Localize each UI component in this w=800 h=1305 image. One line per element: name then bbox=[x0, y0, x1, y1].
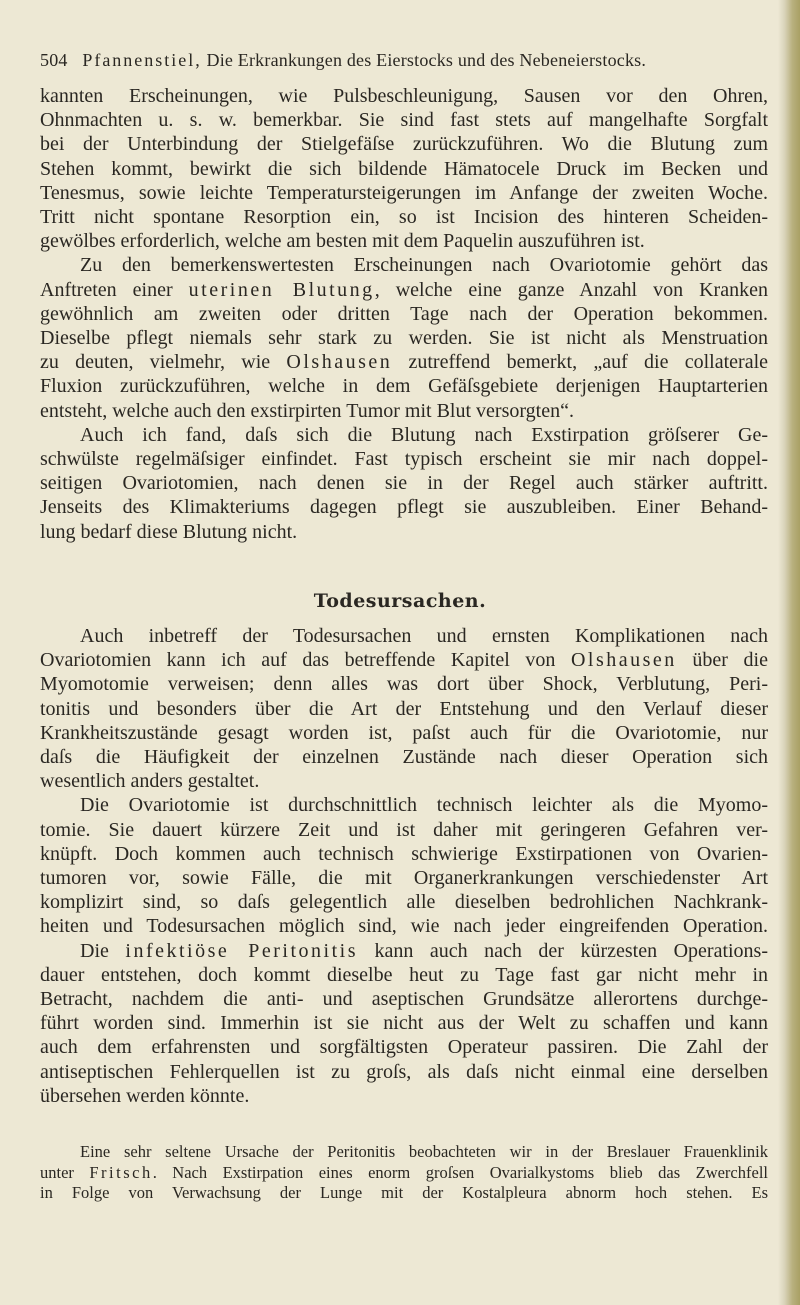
text-line: zu deuten, vielmehr, wie Olshausen zutreffend bemerkt, „auf die collaterale bbox=[40, 351, 768, 374]
header-author: Pfannenstiel, bbox=[82, 50, 202, 70]
footnote-line: Eine sehr seltene Ursache der Peritonitis beobachteten wir in der Breslauer Frauenklinik bbox=[80, 1142, 768, 1161]
text-line: Jenseits des Klimakteriums dagegen pflegt sie auszubleiben. Einer Behand- bbox=[40, 496, 768, 519]
page-edge bbox=[778, 0, 800, 1305]
text-line: tonitis und besonders über die Art der Entstehung und den Verlauf dieser bbox=[40, 697, 768, 720]
section-heading: Todesursachen. bbox=[313, 590, 487, 612]
author-name-olshausen: Olshausen bbox=[570, 649, 677, 672]
text-line: Tenesmus, sowie leichte Temperatursteigerungen im Anfange der zweiten Woche. bbox=[40, 181, 768, 204]
text-line: gewöhnlich am zweiten oder dritten Tage nach der Operation bekommen. bbox=[40, 302, 768, 325]
text-line: daſs die Häufigkeit der einzelnen Zustände nach dieser Operation sich bbox=[40, 746, 768, 769]
text-line: gewölbes erforderlich, welche am besten mit dem Paquelin auszuführen ist. bbox=[40, 230, 645, 253]
footnote-line: in Folge von Verwachsung der Lunge mit der Kostalpleura abnorm hoch stehen. Es bbox=[40, 1183, 768, 1202]
text-line: auch dem erfahrensten und sorgfältigsten Operateur passiren. Die Zahl der bbox=[40, 1036, 768, 1059]
emphasis-infektioese-peritonitis: infektiöse Peritonitis bbox=[125, 939, 358, 962]
text-line: Die infektiöse Peritonitis kann auch nach der kürzesten Operations- bbox=[80, 939, 769, 962]
paragraph-2 bbox=[40, 253, 768, 422]
text-line: Dieselbe pflegt niemals sehr stark zu werden. Sie ist nicht als Menstruation bbox=[40, 327, 768, 350]
page-number: 504 bbox=[40, 50, 68, 70]
emphasis-uterine-blutung: uterinen Blutung bbox=[188, 278, 375, 301]
text-line: Auch inbetreff der Todesursachen und ernsten Komplikationen nach bbox=[80, 625, 768, 647]
text-line: entsteht, welche auch den exstirpirten Tumor mit Blut versorgten“. bbox=[40, 399, 574, 422]
text-line: Ovariotomien kann ich auf das betreffende Kapitel von Olshausen über die bbox=[40, 649, 768, 672]
text-line: komplizirt sind, so daſs gelegentlich alle dieselben bedrohlichen Nachkrank- bbox=[40, 891, 768, 914]
text-line: lung bedarf diese Blutung nicht. bbox=[40, 520, 298, 543]
header-title: Die Erkrankungen des Eierstocks und des Nebeneierstocks. bbox=[206, 50, 647, 70]
text-line: knüpft. Doch kommen auch technisch schwierige Exstirpationen von Ovarien- bbox=[40, 842, 768, 865]
footnote-line: unter Fritsch. Nach Exstirpation eines enorm groſsen Ovarialkystoms blieb das Zwerchfell bbox=[40, 1162, 768, 1182]
running-header bbox=[40, 50, 768, 71]
footnote bbox=[40, 1142, 768, 1204]
text-line: tumoren vor, sowie Fälle, die mit Organerkrankungen verschiedenster Art bbox=[40, 867, 768, 890]
paragraph-6 bbox=[40, 939, 768, 1108]
text-line: Betracht, nachdem die anti- und aseptischen Grundsätze allerortens durchge- bbox=[40, 988, 768, 1011]
text-line: Tritt nicht spontane Resorption ein, so ist Incision des hinteren Scheiden- bbox=[40, 206, 768, 229]
text-line: Anftreten einer uterinen Blutung, welche eine ganze Anzahl von Kranken bbox=[40, 278, 768, 301]
text-line: seitigen Ovariotomien, nach denen sie in der Regel auch stärker auftritt. bbox=[40, 472, 768, 495]
text-line: wesentlich anders gestaltet. bbox=[40, 770, 260, 793]
text-line: übersehen werden könnte. bbox=[40, 1084, 250, 1107]
text-line: heiten und Todesursachen möglich sind, wie nach jeder eingreifenden Operation. bbox=[40, 915, 768, 938]
main-text-lower bbox=[40, 624, 768, 1108]
text-line: Myomotomie verweisen; denn alles was dort über Shock, Verblutung, Peri- bbox=[40, 673, 768, 696]
text-line: schwülste regelmäſsiger einfindet. Fast typisch erscheint sie mir nach doppel- bbox=[40, 448, 768, 471]
text-line: Ohnmachten u. s. w. bemerkbar. Sie sind fast stets auf mangelhafte Sorgfalt bbox=[40, 109, 768, 132]
text-line: Zu den bemerkenswertesten Erscheinungen nach Ovariotomie gehört das bbox=[80, 254, 768, 277]
author-name-olshausen: Olshausen bbox=[286, 351, 393, 374]
text-line: Krankheitszustände gesagt worden ist, paſst auch für die Ovariotomie, nur bbox=[40, 721, 768, 744]
text-line: Die Ovariotomie ist durchschnittlich technisch leichter als die Myomo- bbox=[80, 794, 768, 817]
main-text-upper bbox=[40, 84, 768, 544]
text-line: antiseptischen Fehlerquellen ist zu groſs, als daſs nicht einmal eine derselben bbox=[40, 1060, 768, 1083]
author-name-fritsch: Fritsch bbox=[89, 1162, 153, 1182]
text-line: Auch ich fand, daſs sich die Blutung nach Exstirpation gröſserer Ge- bbox=[80, 423, 768, 446]
text-line: Stehen kommt, bewirkt die sich bildende Hämatocele Druck im Becken und bbox=[40, 157, 768, 180]
paragraph-4 bbox=[40, 624, 768, 793]
text-line: tomie. Sie dauert kürzere Zeit und ist daher mit geringeren Gefahren ver- bbox=[40, 818, 768, 841]
paragraph-3 bbox=[40, 423, 768, 544]
text-line: Fluxion zurückzuführen, welche in dem Gefäſsgebiete derjenigen Hauptarterien bbox=[40, 375, 768, 398]
text-line: bei der Unterbindung der Stielgefäſse zurückzuführen. Wo die Blutung zum bbox=[40, 133, 768, 156]
text-line: dauer entstehen, doch kommt dieselbe heut zu Tage fast gar nicht mehr in bbox=[40, 963, 768, 986]
text-line: kannten Erscheinungen, wie Pulsbeschleunigung, Sausen vor den Ohren, bbox=[40, 85, 768, 107]
text-line: führt worden sind. Immerhin ist sie nicht aus der Welt zu schaffen und kann bbox=[40, 1012, 768, 1035]
paragraph-1 bbox=[40, 84, 768, 253]
paragraph-5 bbox=[40, 793, 768, 938]
